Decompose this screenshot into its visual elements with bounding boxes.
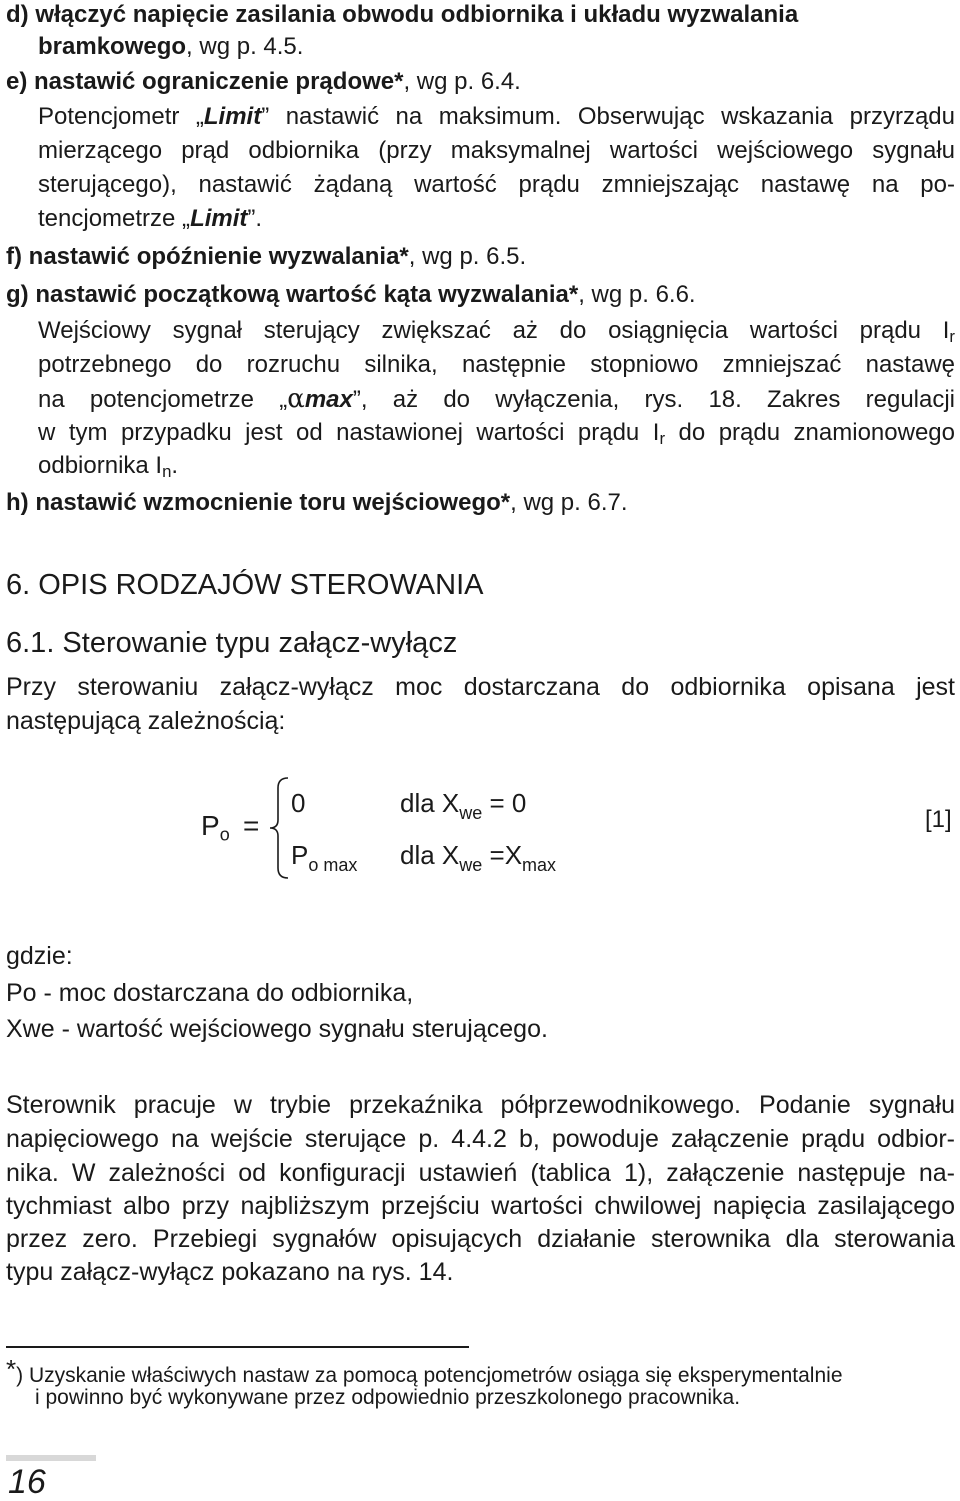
text-run: ”, aż do wyłączenia, rys. 18. Zakres regulacji (352, 386, 956, 413)
subscript: r (949, 327, 955, 347)
step-d-line1 (6, 0, 798, 30)
text-run: w tym przypadku jest od nastawionej wartości prądu I (38, 419, 660, 446)
para-line1: Sterownik pracuje w trybie przekaźnika półprzewodnikowego. Podanie sygnału (6, 1091, 955, 1119)
para-line5: przez zero. Przebiegi sygnałów opisujących działanie sterownika dla sterowania (6, 1225, 955, 1253)
equation-equals: = (243, 810, 260, 841)
page-number: 16 (8, 1463, 46, 1501)
step-f-heading (6, 242, 526, 272)
where-label: gdzie: (6, 942, 73, 970)
para-line2: napięciowego na wejście sterujące p. 4.4.2 b, powoduje załączenie prądu odbior- (6, 1125, 955, 1153)
intro-line1: Przy sterowaniu załącz-wyłącz moc dostarczana do odbiornika opisana jest (6, 673, 955, 701)
condition-text: dla X (400, 840, 460, 870)
step-g-body-line3 (38, 384, 955, 414)
intro-line2: następującą zależnością: (6, 707, 286, 735)
subscript: r (659, 429, 666, 449)
page-number-bar (6, 1455, 96, 1461)
step-g-heading (6, 280, 696, 310)
step-d-cont: bramkowego (38, 33, 187, 60)
value-subscript: o max (308, 855, 358, 876)
equation (0, 770, 960, 890)
where-po: Po - moc dostarczana do odbiornika, (6, 979, 414, 1007)
lhs-subscript: o (219, 824, 230, 845)
text-run: Wejściowy sygnał sterujący zwiększać aż do osiągnięcia wartości prądu I (38, 317, 950, 344)
footnote-separator (6, 1346, 469, 1348)
text-run: tencjometrze „ (38, 205, 191, 232)
step-e-body-line2: mierzącego prąd odbiornika (przy maksymalnej wartości wejściowego sygnału (38, 137, 955, 164)
case2-value (291, 840, 357, 876)
condition-rhs: = 0 (482, 788, 527, 818)
step-e-heading (6, 67, 521, 97)
footnote-line1 (6, 1354, 843, 1387)
step-g-body-line1 (38, 316, 955, 346)
step-h-lead: h) nastawić wzmocnienie toru wejściowego* (6, 489, 511, 516)
text-run: . (171, 452, 179, 479)
case1-value: 0 (291, 788, 306, 818)
condition-rhs: =X (482, 840, 523, 870)
step-e-lead: e) nastawić ograniczenie prądowe* (6, 68, 404, 95)
step-e-tail: , wg p. 6.4. (403, 68, 521, 95)
value-symbol: P (291, 840, 309, 870)
step-e-body-line4 (38, 204, 262, 234)
step-h-heading (6, 488, 628, 518)
condition-text: dla X (400, 788, 460, 818)
footnote-line2: i powinno być wykonywane przez odpowiednio przeszkolonego pracownika. (35, 1386, 741, 1409)
subscript: n (162, 462, 172, 482)
potentiometer-name: Limit (190, 205, 248, 232)
step-h-tail: , wg p. 6.7. (510, 489, 628, 516)
case2-condition (400, 840, 556, 876)
left-brace-icon (268, 776, 290, 880)
text-run: Potencjometr „ (38, 103, 204, 130)
equation-number: [1] (925, 806, 952, 833)
text-run: odbiornika I (38, 452, 163, 479)
step-d-tail: , wg p. 4.5. (186, 33, 304, 60)
step-g-body-line5 (38, 451, 178, 481)
condition-rhs-subscript: max (522, 855, 557, 876)
step-f-tail: , wg p. 6.5. (408, 243, 527, 270)
section-title: 6. OPIS RODZAJÓW STEROWANIA (6, 569, 484, 601)
alpha-symbol: α (287, 384, 305, 414)
text-run: ” nastawić na maksimum. Obserwując wskazania przyrządu (261, 103, 956, 130)
step-e-body-line1 (38, 102, 955, 132)
step-d-lead: d) włączyć napięcie zasilania obwodu odbiornika i układu wyzwalania (6, 1, 799, 28)
footnote-mark: * (6, 1354, 17, 1384)
para-line3: nika. W zależności od konfiguracji ustawień (tablica 1), załączenie następuje na- (6, 1159, 955, 1187)
para-line4: tychmiast albo przy najbliższym przejściu wartości chwilowej napięcia zasilającego (6, 1192, 955, 1220)
potentiometer-name: Limit (203, 103, 262, 130)
equation-lhs (201, 810, 230, 845)
lhs-symbol: P (201, 810, 220, 841)
step-f-lead: f) nastawić opóźnienie wyzwalania* (6, 243, 409, 270)
step-g-body-line4 (38, 418, 955, 448)
step-g-lead: g) nastawić początkową wartość kąta wyzwalania* (6, 281, 579, 308)
case1-condition (400, 788, 526, 824)
text-run: do prądu znamionowego (665, 419, 955, 446)
potentiometer-name: max (304, 386, 353, 413)
step-g-body-line2: potrzebnego do rozruchu silnika, następnie stopniowo zmniejszać nastawę (38, 351, 955, 378)
para-line6: typu załącz-wyłącz pokazano na rys. 14. (6, 1258, 454, 1286)
subsection-title: 6.1. Sterowanie typu załącz-wyłącz (6, 627, 458, 659)
condition-subscript: we (459, 855, 483, 876)
condition-subscript: we (459, 803, 483, 824)
footnote-text: ) Uzyskanie właściwych nastaw za pomocą potencjometrów osiąga się eksperymentalnie (16, 1363, 843, 1387)
where-xwe: Xwe - wartość wejściowego sygnału sterującego. (6, 1015, 548, 1043)
text-run: ”. (247, 205, 263, 232)
step-e-body-line3: sterującego), nastawić żądaną wartość prądu zmniejszając nastawę na po- (38, 171, 955, 198)
step-g-tail: , wg p. 6.6. (578, 281, 696, 308)
text-run: na potencjometrze „ (38, 386, 288, 413)
step-d-line2 (38, 32, 303, 62)
